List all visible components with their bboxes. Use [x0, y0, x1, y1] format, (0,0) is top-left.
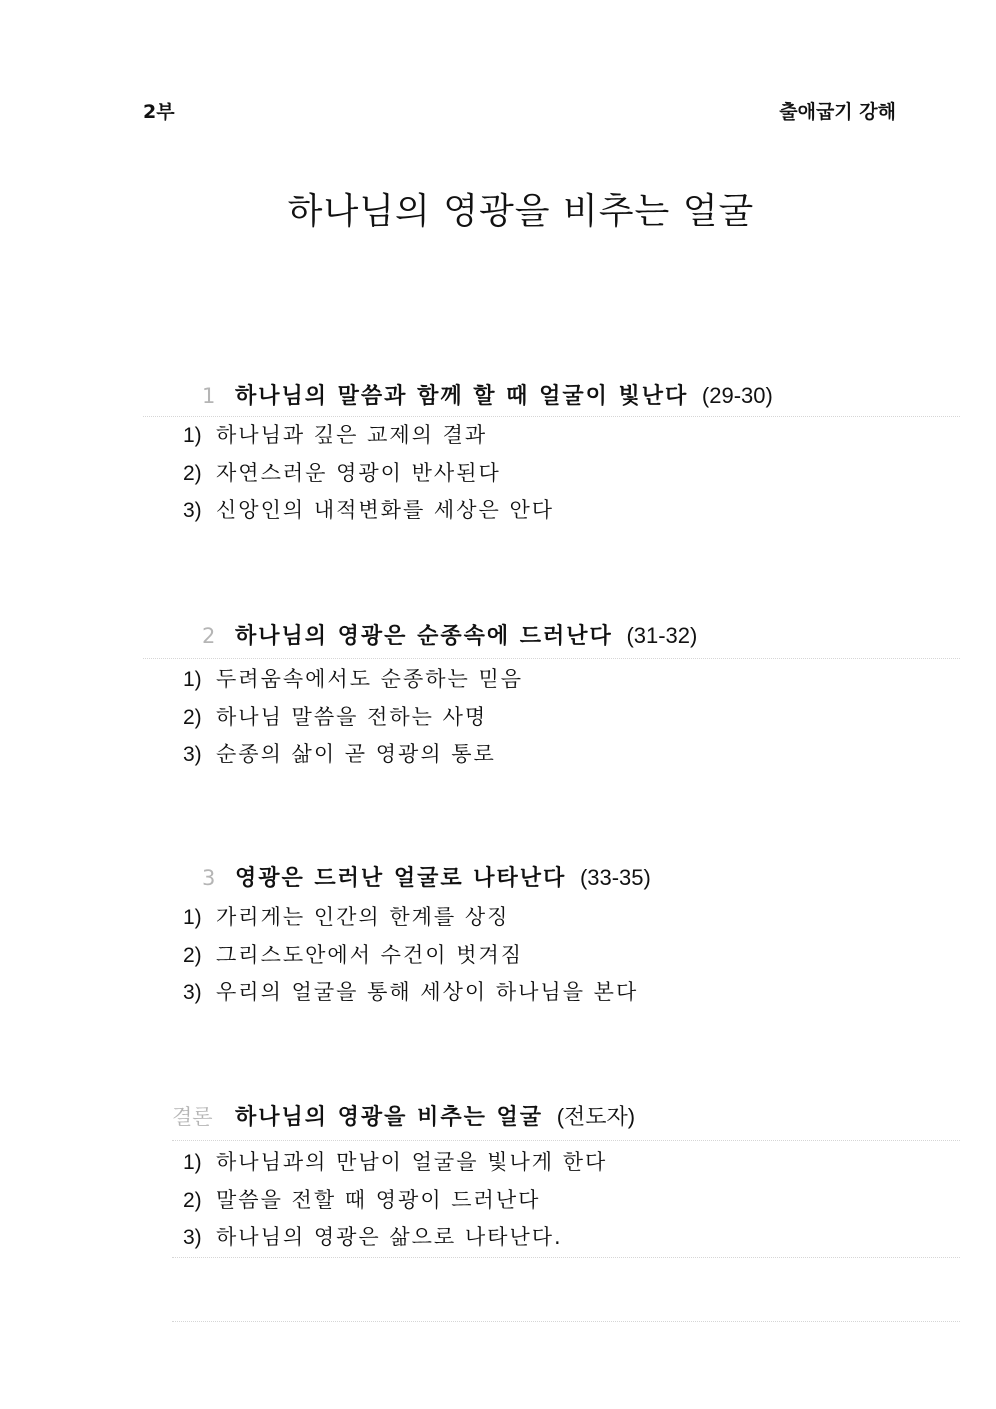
item-number: 3) [183, 743, 202, 766]
part-label: 2부 [143, 101, 175, 123]
item-text: 하나님과의 만남이 얼굴을 빛나게 한다 [216, 1150, 608, 1174]
list-item [183, 736, 523, 774]
item-number: 1) [183, 668, 202, 691]
divider [143, 658, 960, 659]
point-list [183, 899, 638, 1012]
section-title-text: 영광은 드러난 얼굴로 나타난다 [235, 866, 567, 891]
divider [172, 1321, 960, 1322]
list-item [183, 974, 638, 1012]
item-number: 2) [183, 461, 202, 485]
item-number: 3) [183, 981, 202, 1004]
item-text: 그리스도안에서 수건이 벗겨짐 [216, 942, 524, 967]
list-item [183, 1182, 607, 1220]
verse-reference: (29-30) [701, 383, 773, 408]
section-title-text: 하나님의 영광은 순종속에 드러난다 [235, 624, 613, 649]
list-item [183, 455, 554, 493]
item-text: 하나님의 영광은 삶으로 나타난다. [216, 1225, 563, 1249]
section-number: 2 [202, 624, 216, 648]
item-text: 자연스러운 영광이 반사된다 [216, 460, 501, 485]
section-title-text: 하나님의 영광을 비추는 얼굴 [235, 1105, 544, 1130]
item-number: 1) [183, 906, 202, 929]
item-text: 하나님과 깊은 교제의 결과 [216, 423, 488, 447]
item-number: 1) [183, 1151, 202, 1174]
list-item [183, 1144, 607, 1182]
list-item [183, 1219, 607, 1257]
point-list [183, 1144, 607, 1257]
item-text: 두려움속에서도 순종하는 믿음 [216, 667, 524, 691]
item-text: 가리게는 인간의 한계를 상징 [216, 905, 510, 929]
verse-reference: (31-32) [626, 623, 698, 648]
item-number: 2) [183, 943, 202, 967]
section-number: 결론 [172, 1105, 213, 1129]
list-item [183, 937, 638, 975]
divider [172, 1140, 960, 1141]
item-text: 하나님 말씀을 전하는 사명 [216, 704, 488, 729]
item-number: 3) [183, 499, 202, 522]
item-text: 신앙인의 내적변화를 세상은 안다 [216, 498, 555, 522]
section-title-text: 하나님의 말씀과 함께 할 때 얼굴이 빛난다 [235, 384, 689, 409]
point-list [183, 661, 523, 774]
list-item [183, 699, 523, 737]
verse-reference: (33-35) [579, 865, 651, 890]
section-number: 3 [202, 866, 216, 890]
series-title: 출애굽기 강해 [779, 101, 896, 123]
section-title [235, 861, 651, 896]
verse-reference: (전도자) [556, 1104, 636, 1129]
list-item [183, 661, 523, 699]
list-item [183, 492, 554, 530]
point-list [183, 417, 554, 530]
divider [172, 1257, 960, 1258]
item-number: 1) [183, 424, 202, 447]
section-title [235, 379, 773, 414]
item-text: 순종의 삶이 곧 영광의 통로 [216, 742, 496, 766]
list-item [183, 417, 554, 455]
list-item [183, 899, 638, 937]
item-text: 우리의 얼굴을 통해 세상이 하나님을 본다 [216, 980, 639, 1004]
section-title [235, 619, 697, 654]
document-title: 하나님의 영광을 비추는 얼굴 [287, 191, 755, 232]
item-number: 3) [183, 1226, 202, 1249]
section-title [235, 1100, 635, 1135]
item-number: 2) [183, 705, 202, 729]
item-text: 말씀을 전할 때 영광이 드러난다 [216, 1187, 541, 1212]
section-number: 1 [202, 384, 216, 408]
item-number: 2) [183, 1188, 202, 1212]
